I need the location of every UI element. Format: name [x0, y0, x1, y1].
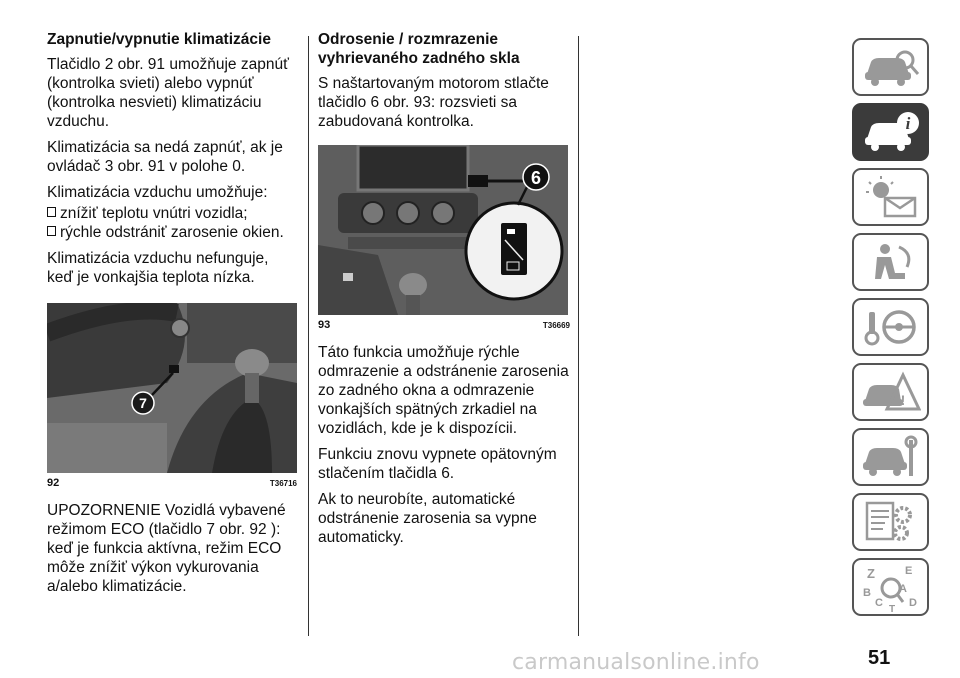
bullet-box-icon: [47, 226, 56, 236]
side-tab-emergency[interactable]: [852, 363, 929, 421]
car-warning-triangle-icon: [861, 369, 921, 415]
svg-text:T: T: [888, 604, 895, 612]
svg-text:D: D: [908, 597, 917, 609]
seat-airbag-icon: [861, 239, 921, 285]
watermark: carmanualsonline.info: [512, 650, 760, 675]
paragraph: S naštartovaným motorom stlačte tlačidlo 6 obr. 93: rozsvieti sa zabudovaná kontrolka.: [318, 75, 549, 130]
paragraph: Klimatizácia vzduchu nefunguje, keď je vonkajšia teplota nízka.: [47, 250, 269, 286]
callout-7: 7: [139, 395, 147, 411]
warning-paragraph: UPOZORNENIE Vozidlá vybavené režimom ECO (tlačidlo 7 obr. 92 ): keď je funkcia aktívna, režim ECO môže znížiť výkon vykurovania a/alebo klimatizácie.: [47, 502, 286, 595]
side-tab-driving[interactable]: [852, 298, 929, 356]
list-item: znížiť teplotu vnútri vozidla;: [47, 204, 297, 223]
column-divider-1: [308, 36, 309, 636]
figure-number: 93: [318, 319, 331, 331]
bullet-box-icon: [47, 207, 56, 217]
list-item: rýchle odstrániť zarosenie okien.: [47, 223, 297, 242]
car-info-icon: [861, 109, 921, 155]
middle-column: [318, 30, 570, 554]
figure-93-photo: [318, 145, 568, 315]
alphabet-index-icon: [861, 562, 921, 612]
svg-text:C: C: [874, 597, 883, 609]
side-tab-maintenance[interactable]: [852, 428, 929, 486]
section-heading-defrost: Odrosenie / rozmrazenie vyhrievaného zadného skla: [318, 31, 520, 67]
figure-code: T36716: [269, 479, 297, 488]
side-tab-specifications[interactable]: [852, 493, 929, 551]
page-number: 51: [868, 647, 891, 669]
paragraph: Táto funkcia umožňuje rýchle odmrazenie a odstránenie zarosenia zo zadného okna a odmrazenie vonkajších spätných zrkadiel na vozidlách, kde je k dispozícii.: [318, 344, 569, 437]
svg-text:A: A: [898, 583, 907, 595]
svg-text:Z: Z: [866, 566, 875, 581]
paragraph: Klimatizácia vzduchu umožňuje:: [47, 184, 268, 201]
figure-caption: [47, 477, 297, 489]
side-tab-car-info[interactable]: [852, 103, 929, 161]
left-column: [47, 30, 297, 603]
gear-shift-photo: [47, 303, 297, 473]
svg-text:E: E: [904, 565, 912, 577]
figure-caption: [318, 319, 570, 331]
warning-light-envelope-icon: [861, 174, 921, 220]
side-tab-car-search[interactable]: [852, 38, 929, 96]
paragraph: Tlačidlo 2 obr. 91 umožňuje zapnúť (kontrolka svieti) alebo vypnúť (kontrolka nesvieti) klimatizáciu vzduchu.: [47, 56, 289, 130]
spec-list-gears-icon: [861, 499, 921, 545]
section-heading-ac: Zapnutie/vypnutie klimatizácie: [47, 31, 271, 48]
paragraph: Ak to neurobíte, automatické odstránenie zarosenia sa vypne automaticky.: [318, 491, 537, 546]
dashboard-photo: [318, 145, 568, 315]
side-tab-index[interactable]: [852, 558, 929, 616]
side-tab-safety[interactable]: [852, 233, 929, 291]
key-steering-wheel-icon: [861, 304, 921, 350]
figure-code: T36669: [542, 321, 570, 330]
figure-number: 92: [47, 477, 60, 489]
svg-text:!: !: [900, 392, 905, 408]
column-divider-2: [578, 36, 579, 636]
car-search-icon: [861, 44, 921, 90]
side-tab-warning-lights[interactable]: [852, 168, 929, 226]
callout-6: 6: [530, 168, 542, 188]
svg-text:B: B: [862, 587, 871, 599]
paragraph: Klimatizácia sa nedá zapnúť, ak je ovládač 3 obr. 91 v polohe 0.: [47, 139, 283, 175]
svg-text:i: i: [905, 114, 910, 133]
car-wrench-icon: [861, 434, 921, 480]
bullet-list: [47, 204, 297, 242]
paragraph: Funkciu znovu vypnete opätovným stlačením tlačidla 6.: [318, 446, 557, 482]
figure-92-photo: [47, 303, 297, 473]
